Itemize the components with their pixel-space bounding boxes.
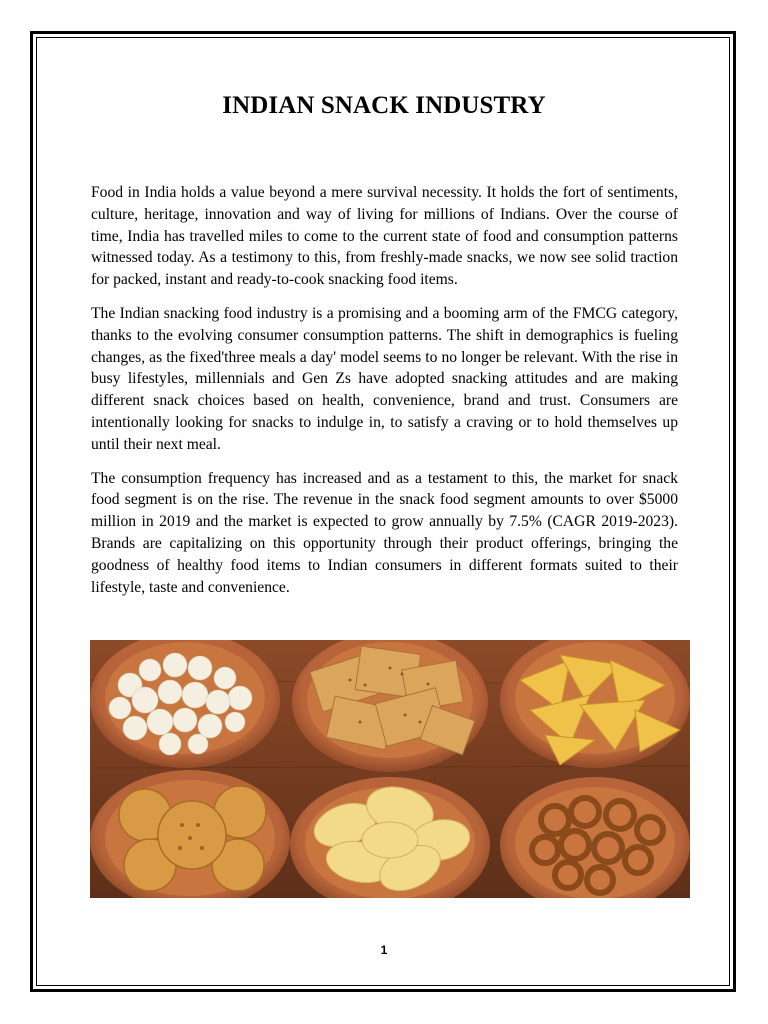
page-number: 1 bbox=[380, 943, 388, 957]
document-title: INDIAN SNACK INDUSTRY bbox=[222, 92, 546, 119]
document-body bbox=[91, 182, 678, 610]
paragraph-market: The consumption frequency has increased and as a testament to this, the market for snack food segment is on the rise. The revenue in the snack food segment amounts to over $5000 million in 2019 and the market is expected to grow annually by 7.5% (CAGR 2019-2023). Brands are capitalizing on this opportunity through their product offerings, bringing the goodness of healthy food items to Indian consumers in different formats suited to their lifestyle, taste and convenience. bbox=[91, 469, 678, 596]
paragraph-industry: The Indian snacking food industry is a promising and a booming arm of the FMCG category, thanks to the evolving consumer consumption patterns. The shift in demographics is fueling changes, as the fixed'three meals a day' model seems to no longer be relevant. With the rise in busy lifestyles, millennials and Gen Zs have adopted snacking attitudes and are making different snack choices based on health, convenience, brand and trust. Consumers are intentionally looking for snacks to indulge in, to satisfy a craving or to hold themselves up until their next meal. bbox=[91, 304, 678, 453]
paragraph-intro: Food in India holds a value beyond a mere survival necessity. It holds the fort of sentiments, culture, heritage, innovation and way of living for millions of Indians. Over the course of time, India has travelled miles to come to the current state of food and consumption patterns witnessed today. As a testimony to this, from freshly-made snacks, we now see solid traction for packed, instant and ready-to-cook snacking food items. bbox=[91, 184, 678, 289]
snack-bowls-photo bbox=[90, 640, 690, 898]
